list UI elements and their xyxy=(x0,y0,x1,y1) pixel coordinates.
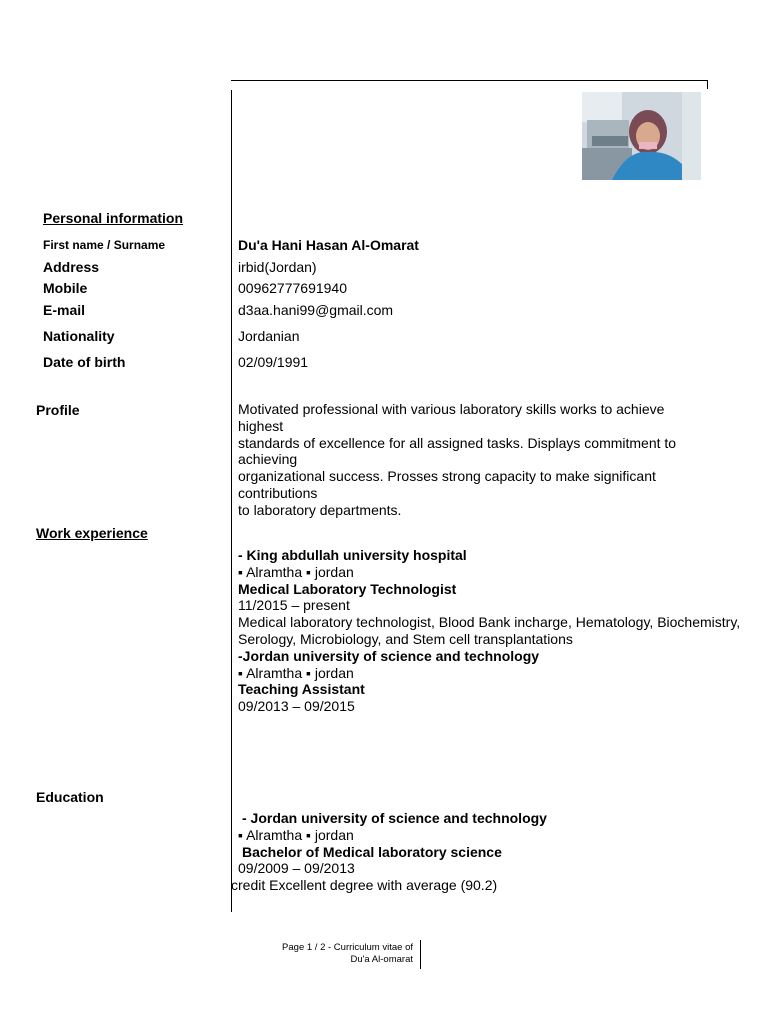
education-institution: - Jordan university of science and technology xyxy=(242,810,547,826)
job-title: Teaching Assistant xyxy=(238,681,365,698)
job-employer: - King abdullah university hospital xyxy=(238,547,467,563)
mobile-value: 00962777691940 xyxy=(238,280,348,296)
education-grade: credit Excellent degree with average (90.2) xyxy=(231,877,498,893)
footer-line-1: Page 1 / 2 - Curriculum vitae of xyxy=(282,942,413,953)
job-dates: 09/2013 – 09/2015 xyxy=(238,698,355,715)
job-title: Medical Laboratory Technologist xyxy=(238,580,457,597)
profile-line: standards of excellence for all assigned tasks. Displays commitment to achieving xyxy=(238,434,677,468)
footer-divider xyxy=(420,940,421,969)
profile-line: to laboratory departments. xyxy=(238,501,402,518)
dob-value: 02/09/1991 xyxy=(238,354,309,370)
job-description-line: Medical laboratory technologist, Blood Bank incharge, Hematology, Biochemistry, xyxy=(238,614,741,631)
header-rule xyxy=(231,80,708,81)
education-location: ▪ Alramtha ▪ jordan xyxy=(238,826,354,843)
nationality-label: Nationality xyxy=(43,328,115,344)
profile-line: organizational success. Prosses strong capacity to make significant contributions xyxy=(238,468,656,501)
job-employer: -Jordan university of science and technology xyxy=(238,647,540,664)
page-footer xyxy=(253,942,413,966)
dob-label: Date of birth xyxy=(43,354,126,370)
address-value: irbid(Jordan) xyxy=(238,259,317,275)
profile-heading: Profile xyxy=(36,402,80,418)
email-label: E-mail xyxy=(43,302,86,318)
nationality-value: Jordanian xyxy=(238,328,300,344)
name-label: First name / Surname xyxy=(43,238,166,252)
job-description-line: Serology, Microbiology, and Stem cell transplantations xyxy=(238,630,573,647)
name-value: Du'a Hani Hasan Al-Omarat xyxy=(238,237,419,253)
education-degree: Bachelor of Medical laboratory science xyxy=(242,843,502,860)
header-rule-tick xyxy=(707,80,708,89)
profile-line: Motivated professional with various laboratory skills works to achieve highest xyxy=(238,401,665,434)
education-dates: 09/2009 – 09/2013 xyxy=(238,860,355,877)
job-location: ▪ Alramtha ▪ jordan xyxy=(238,563,354,580)
mobile-label: Mobile xyxy=(43,280,88,296)
personal-info-heading: Personal information xyxy=(43,210,184,226)
job-dates: 11/2015 – present xyxy=(238,597,350,614)
education-entry xyxy=(238,810,547,877)
work-experience-heading: Work experience xyxy=(36,525,148,541)
email-value[interactable]: d3aa.hani99@gmail.com xyxy=(238,302,394,318)
address-label: Address xyxy=(43,259,100,275)
column-divider xyxy=(231,90,232,912)
education-heading: Education xyxy=(36,789,104,805)
job-location: ▪ Alramtha ▪ jordan xyxy=(238,664,354,681)
profile-text xyxy=(238,401,708,519)
profile-photo xyxy=(582,92,701,180)
footer-line-2: Du'a Al-omarat xyxy=(350,954,413,965)
work-experience-list xyxy=(238,547,740,715)
